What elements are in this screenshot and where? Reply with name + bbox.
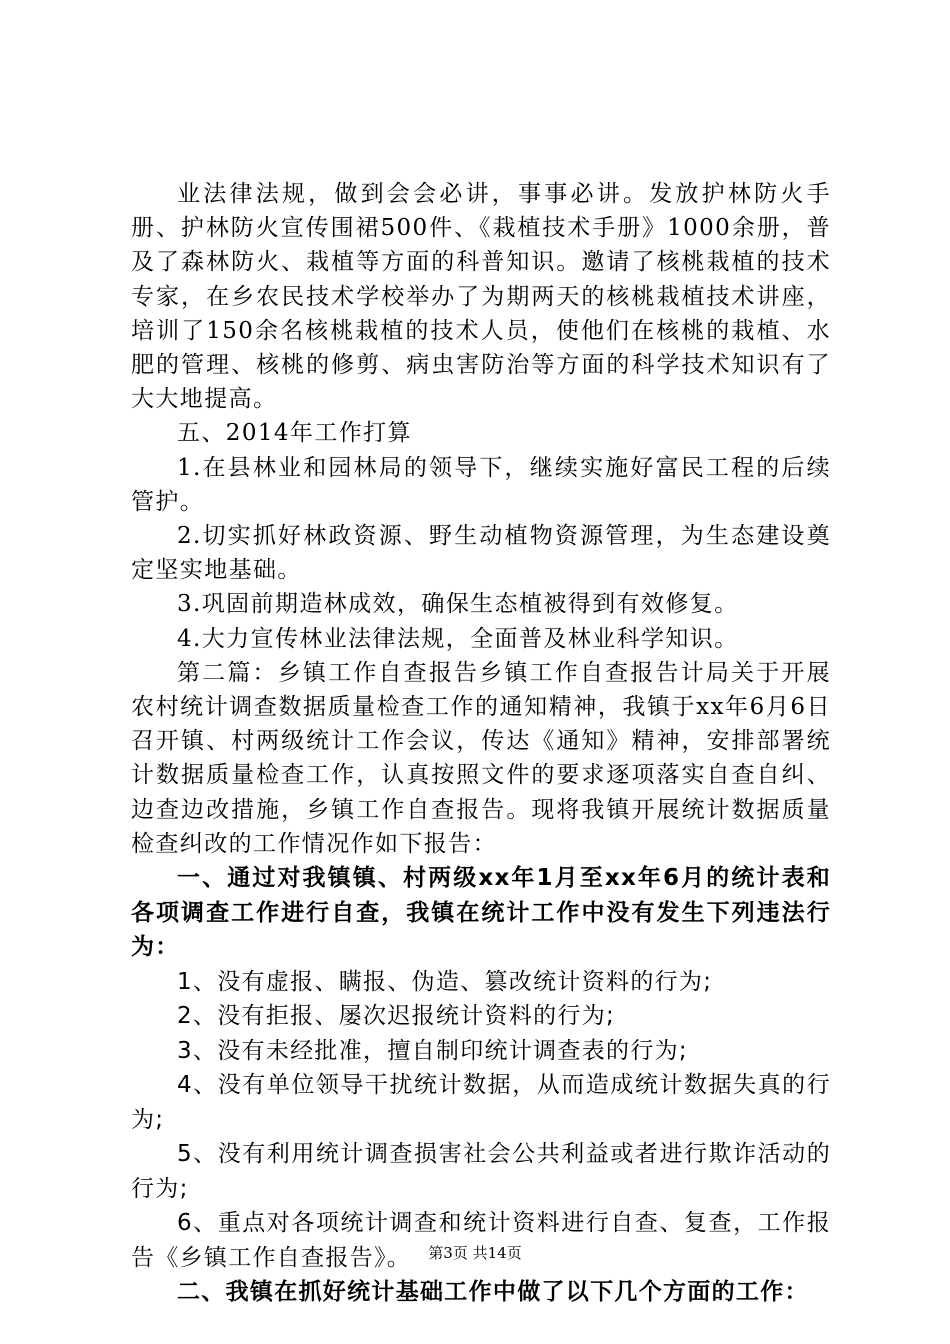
self-check-item-6: 6、重点对各项统计调查和统计资料进行自查、复查，工作报告《乡镇工作自查报告》。 (131, 1210, 831, 1271)
document-body (131, 177, 831, 1310)
paragraph-training: 业法律法规，做到会会必讲，事事必讲。发放护林防火手册、护林防火宣传围裙500件、《栽植技术手册》1000余册，普及了森林防火、栽植等方面的科普知识。邀请了核桃栽植的技术专家，在乡农民技术学校举办了为期两天的核桃栽植技术讲座，培训了150余名核桃栽植的技术人员，使他们在核桃的栽植、水肥的管理、核桃的修剪、病虫害防治等方面的科学技术知识有了大大地提高。 (131, 181, 831, 413)
section-heading-basic-work: 二、我镇在抓好统计基础工作中做了以下几个方面的工作： (177, 1279, 809, 1306)
plan-item-3: 3.巩固前期造林成效，确保生态植被得到有效修复。 (177, 591, 739, 618)
plan-item-1: 1.在县林业和园林局的领导下，继续实施好富民工程的后续管护。 (131, 454, 831, 515)
page-number-footer: 第3页 共14页 (428, 1244, 522, 1262)
section-heading-self-check: 一、通过对我镇镇、村两级xx年1月至xx年6月的统计表和各项调查工作进行自查，我镇在统计工作中没有发生下列违法行为： (131, 865, 831, 961)
self-check-item-5: 5、没有利用统计调查损害社会公共利益或者进行欺诈活动的行为; (131, 1141, 831, 1202)
plan-item-4: 4.大力宣传林业法律法规，全面普及林业科学知识。 (177, 625, 739, 652)
self-check-item-1: 1、没有虚报、瞒报、伪造、篡改统计资料的行为; (177, 968, 713, 995)
self-check-item-3: 3、没有未经批准，擅自制印统计调查表的行为; (177, 1037, 688, 1064)
plan-item-2: 2.切实抓好林政资源、野生动植物资源管理，为生态建设奠定坚实地基础。 (131, 523, 831, 584)
section-heading-2014-plan: 五、2014年工作打算 (177, 420, 412, 447)
self-check-item-4: 4、没有单位领导干扰统计数据，从而造成统计数据失真的行为; (131, 1072, 831, 1133)
self-check-item-2: 2、没有拒报、屡次迟报统计资料的行为; (177, 1003, 616, 1030)
paragraph-second-article-intro: 第二篇：乡镇工作自查报告乡镇工作自查报告计局关于开展农村统计调查数据质量检查工作的通知精神，我镇于xx年6月6日召开镇、村两级统计工作会议，传达《通知》精神，安排部署统计数据质量检查工作，认真按照文件的要求逐项落实自查自纠、边查边改措施，乡镇工作自查报告。现将我镇开展统计数据质量检查纠改的工作情况作如下报告： (131, 659, 831, 857)
